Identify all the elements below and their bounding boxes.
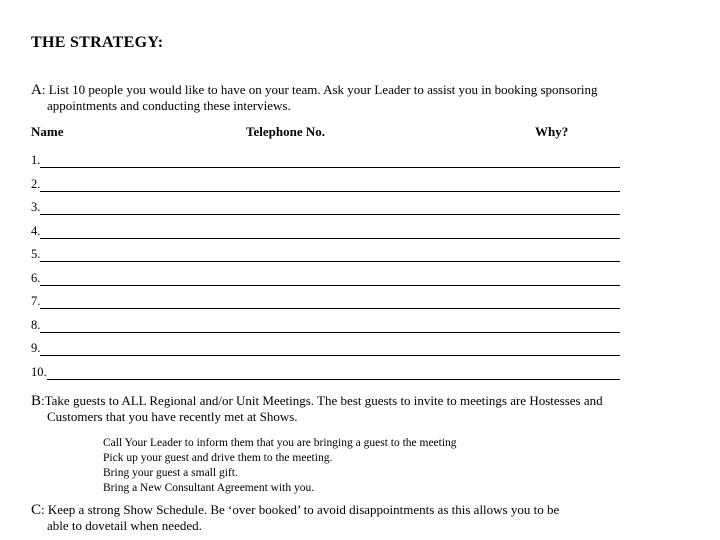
- entry-row: [31, 224, 620, 239]
- guest-tip: Pick up your guest and drive them to the meeting.: [103, 452, 333, 464]
- entry-row: [31, 318, 620, 333]
- fill-in-line[interactable]: [40, 201, 620, 215]
- fill-in-line[interactable]: [47, 366, 620, 380]
- guest-tips-list: [103, 436, 457, 496]
- row-number: 6.: [31, 270, 41, 285]
- row-number: 10.: [31, 364, 47, 379]
- fill-in-line[interactable]: [40, 178, 620, 192]
- section-c-line2: able to dovetail when needed.: [47, 518, 202, 533]
- entry-row: [31, 271, 620, 286]
- entry-row: [31, 365, 620, 380]
- fill-in-line[interactable]: [40, 154, 620, 168]
- entry-row: [31, 177, 620, 192]
- row-number: 2.: [31, 176, 41, 191]
- entry-row: [31, 341, 620, 356]
- section-c-letter: C: [31, 502, 42, 518]
- row-number: 9.: [31, 341, 41, 355]
- guest-tip: Call Your Leader to inform them that you are bringing a guest to the meeting: [103, 437, 457, 449]
- entry-row: [31, 153, 620, 168]
- guest-tip: Bring a New Consultant Agreement with you.: [103, 482, 315, 494]
- section-b: [31, 393, 603, 409]
- column-header-telephone: Telephone No.: [246, 124, 325, 139]
- section-c-line1: : Keep a strong Show Schedule. Be ‘over booked’ to avoid disappointments as this allows you to be: [41, 502, 560, 517]
- row-number: 3.: [31, 200, 41, 214]
- row-number: 7.: [31, 294, 41, 308]
- fill-in-line[interactable]: [40, 319, 620, 333]
- section-b-line1: :Take guests to ALL Regional and/or Unit Meetings. The best guests to invite to meetings are Hostesses and: [41, 393, 603, 408]
- fill-in-line[interactable]: [40, 225, 620, 239]
- section-a: [31, 82, 598, 98]
- page-title: THE STRATEGY:: [31, 34, 164, 51]
- fill-in-line[interactable]: [40, 342, 620, 356]
- section-a-letter: A: [31, 82, 42, 98]
- section-a-line2: appointments and conducting these interviews.: [47, 98, 291, 113]
- section-a-line1: : List 10 people you would like to have on your team. Ask your Leader to assist you in booking sponsoring: [41, 82, 598, 97]
- entry-row: [31, 294, 620, 309]
- guest-tip: Bring your guest a small gift.: [103, 467, 238, 479]
- row-number: 8.: [31, 317, 41, 332]
- row-number: 1.: [31, 153, 41, 167]
- row-number: 5.: [31, 247, 41, 261]
- entry-row: [31, 200, 620, 215]
- section-b-line2: Customers that you have recently met at Shows.: [47, 409, 298, 424]
- column-header-name: Name: [31, 124, 64, 139]
- column-header-why: Why?: [535, 124, 569, 139]
- fill-in-line[interactable]: [40, 248, 620, 262]
- fill-in-line[interactable]: [40, 272, 620, 286]
- entry-row: [31, 247, 620, 262]
- fill-in-line[interactable]: [40, 295, 620, 309]
- section-c: [31, 502, 559, 518]
- section-b-letter: B: [31, 393, 42, 409]
- row-number: 4.: [31, 223, 41, 238]
